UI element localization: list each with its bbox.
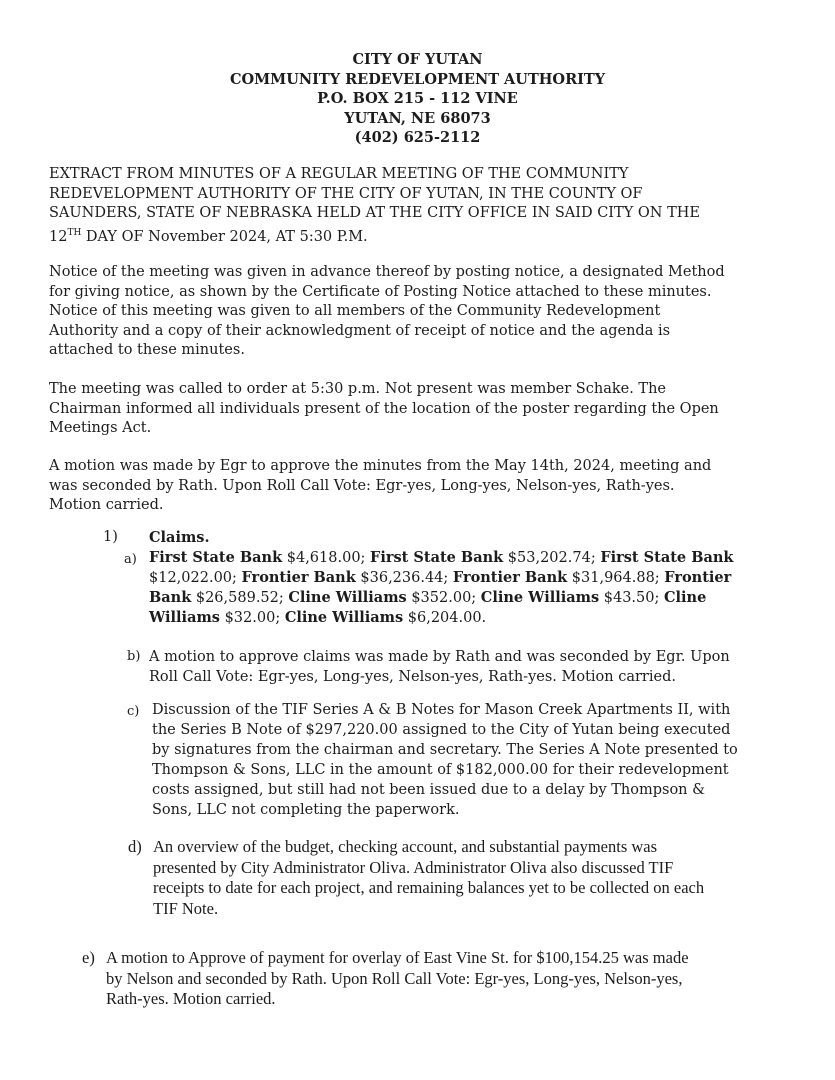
- claims-letter: a): [124, 552, 137, 567]
- item-c-letter: c): [127, 704, 140, 719]
- letterhead-phone: (402) 625-2112: [354, 129, 481, 146]
- item-b-paragraph: A motion to approve claims was made by Rath and was seconded by Egr. Upon Roll Call Vote: Egr-yes, Long-yes, Nelson-yes, Rath-yes. Motion carried.: [149, 649, 730, 685]
- letterhead-po-box: P.O. BOX 215 - 112 VINE: [317, 90, 518, 107]
- letterhead-city-state-zip: YUTAN, NE 68073: [344, 109, 491, 127]
- item-number: 1): [103, 529, 118, 545]
- called-to-order-paragraph: The meeting was called to order at 5:30 p.m. Not present was member Schake. The Chairman informed all individuals present of the location of the poster regarding the Open Meetings Act.: [49, 381, 719, 436]
- item-b-letter: b): [127, 649, 141, 664]
- letterhead-city: CITY OF YUTAN: [352, 51, 483, 68]
- letterhead-authority: COMMUNITY REDEVELOPMENT AUTHORITY: [229, 70, 606, 88]
- extract-paragraph: EXTRACT FROM MINUTES OF A REGULAR MEETING OF THE COMMUNITY REDEVELOPMENT AUTHORITY OF THE CITY OF YUTAN, IN THE COUNTY OF SAUNDERS, STATE OF NEBRASKA HELD AT THE CITY OFFICE IN SAID CITY ON THE 12TH DAY OF November 2024, AT 5:30 P.M.: [49, 166, 700, 245]
- item-title-claims: Claims.: [149, 529, 210, 546]
- item-d-paragraph: An overview of the budget, checking account, and substantial payments was presented by City Administrator Oliva. Administrator Oliva also discussed TIF receipts to date for each project, and remaining balances yet to be collected on each TIF Note.: [153, 837, 705, 918]
- claims-list: First State Bank $4,618.00; First State Bank $53,202.74; First State Bank $12,022.00; Frontier Bank $36,236.44; Frontier Bank $31,964.88; Frontier Bank $26,589.52; Cline Williams $352.00; Cline Williams $43.50; Cline Williams $32.00; Cline Williams $6,204.00.: [149, 549, 734, 626]
- item-e-paragraph: A motion to Approve of payment for overlay of East Vine St. for $100,154.25 was made by Nelson and seconded by Rath. Upon Roll Call Vote: Egr-yes, Long-yes, Nelson-yes, Rath-yes. Motion carried.: [106, 948, 689, 1008]
- item-d-letter: d): [128, 837, 142, 856]
- letterhead: [0, 50, 835, 148]
- minutes-motion-paragraph: A motion was made by Egr to approve the minutes from the May 14th, 2024, meeting and was seconded by Rath. Upon Roll Call Vote: Egr-yes, Long-yes, Nelson-yes, Rath-yes. Motion carried.: [49, 458, 712, 513]
- item-c-paragraph: Discussion of the TIF Series A & B Notes for Mason Creek Apartments II, with the Series B Note of $297,220.00 assigned to the City of Yutan being executed by signatures from the chairman and secretary. The Series A Note presented to Thompson & Sons, LLC in the amount of $182,000.00 for their redevelopment costs assigned, but still had not been issued due to a delay by Thompson & Sons, LLC not completing the paperwork.: [152, 702, 738, 818]
- notice-paragraph: Notice of the meeting was given in advance thereof by posting notice, a designated Method for giving notice, as shown by the Certificate of Posting Notice attached to these minutes. Notice of this meeting was given to all members of the Community Redevelopment Authority and a copy of their acknowledgment of receipt of notice and the agenda is attached to these minutes.: [49, 264, 725, 358]
- item-e-letter: e): [82, 948, 95, 967]
